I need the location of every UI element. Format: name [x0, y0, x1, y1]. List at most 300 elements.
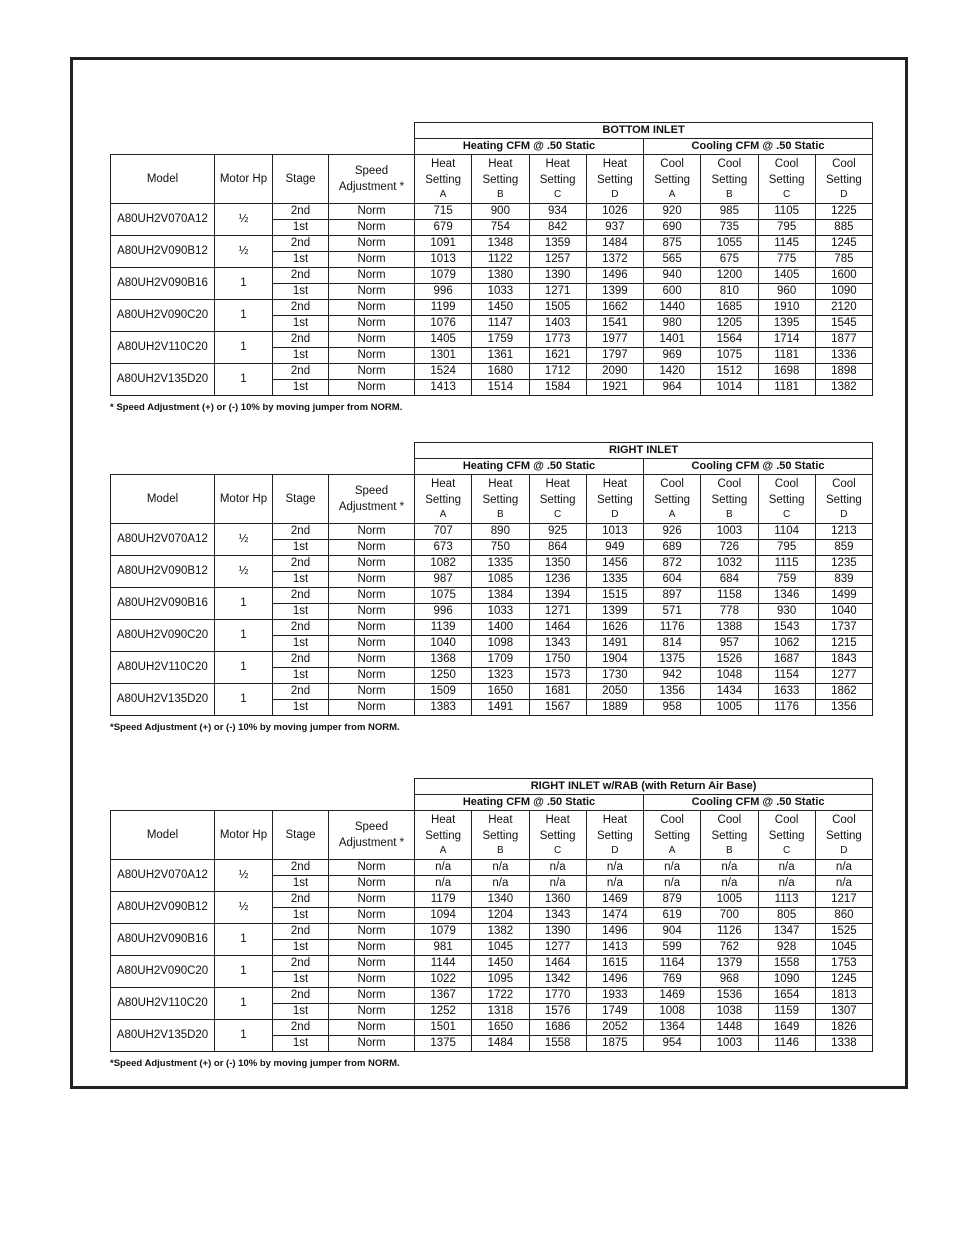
cfm-value-cell: 1400: [472, 620, 529, 636]
cfm-value-cell: 1032: [701, 556, 758, 572]
speed-cell: Norm: [329, 252, 415, 268]
cfm-value-cell: 981: [415, 940, 472, 956]
cfm-value-cell: 762: [701, 940, 758, 956]
cfm-value-cell: n/a: [701, 876, 758, 892]
cfm-value-cell: 1680: [472, 364, 529, 380]
setting-header-type: Cool: [832, 158, 856, 170]
stage-cell: 1st: [273, 540, 329, 556]
setting-header: [758, 811, 815, 860]
cfm-value-cell: 1933: [586, 988, 643, 1004]
setting-header-type: Heat: [488, 478, 513, 490]
setting-header-type: Cool: [717, 478, 742, 490]
cfm-value-cell: 1388: [701, 620, 758, 636]
cooling-group-label: Cooling CFM @ .50 Static: [644, 459, 873, 475]
cfm-value-cell: 1176: [644, 620, 701, 636]
speed-cell: Norm: [329, 348, 415, 364]
cfm-value-cell: 1013: [415, 252, 472, 268]
cfm-value-cell: 1079: [415, 924, 472, 940]
table-row: [111, 652, 873, 668]
cfm-value-cell: 565: [644, 252, 701, 268]
cfm-value-cell: 1382: [815, 380, 872, 396]
cfm-value-cell: 1687: [758, 652, 815, 668]
cfm-value-cell: 1338: [815, 1036, 872, 1052]
cfm-value-cell: 1301: [415, 348, 472, 364]
cfm-value-cell: 600: [644, 284, 701, 300]
cfm-value-cell: 1055: [701, 236, 758, 252]
table-row: [111, 956, 873, 972]
cfm-value-cell: 1501: [415, 1020, 472, 1036]
cfm-value-cell: 1737: [815, 620, 872, 636]
setting-header-word: Setting: [482, 494, 519, 506]
setting-header-letter: A: [668, 509, 676, 520]
speed-header-line1: Speed: [354, 485, 389, 497]
motor-hp-cell: 1: [215, 588, 273, 620]
table-row: [111, 204, 873, 220]
speed-header-line2: Adjustment *: [338, 181, 405, 193]
speed-cell: Norm: [329, 220, 415, 236]
speed-cell: Norm: [329, 620, 415, 636]
cfm-value-cell: 1200: [701, 268, 758, 284]
speed-adjustment-note: *Speed Adjustment (+) or (-) 10% by moving jumper from NORM.: [110, 1058, 400, 1069]
cfm-value-cell: 2120: [815, 300, 872, 316]
cfm-value-cell: 1204: [472, 908, 529, 924]
cfm-value-cell: 1003: [701, 1036, 758, 1052]
stage-cell: 2nd: [273, 652, 329, 668]
cfm-value-cell: 1082: [415, 556, 472, 572]
motor-hp-cell: 1: [215, 684, 273, 716]
cfm-value-cell: 1146: [758, 1036, 815, 1052]
setting-header-type: Cool: [774, 478, 799, 490]
setting-header-type: Cool: [660, 814, 684, 826]
cfm-value-cell: 1048: [701, 668, 758, 684]
cfm-value-cell: 968: [701, 972, 758, 988]
cfm-value-cell: 1380: [472, 268, 529, 284]
cfm-value-cell: 1759: [472, 332, 529, 348]
cfm-value-cell: 1977: [586, 332, 643, 348]
stage-cell: 2nd: [273, 268, 329, 284]
cfm-value-cell: 859: [815, 540, 872, 556]
cfm-value-cell: 1343: [529, 636, 586, 652]
cfm-value-cell: 1090: [758, 972, 815, 988]
cfm-value-cell: n/a: [415, 860, 472, 876]
cfm-value-cell: 957: [701, 636, 758, 652]
cfm-value-cell: 1179: [415, 892, 472, 908]
cfm-value-cell: 1681: [529, 684, 586, 700]
stage-cell: 1st: [273, 348, 329, 364]
cfm-value-cell: 1003: [701, 524, 758, 540]
setting-header-letter: C: [783, 845, 791, 856]
speed-cell: Norm: [329, 204, 415, 220]
cfm-value-cell: 754: [472, 220, 529, 236]
cfm-value-cell: 1245: [815, 236, 872, 252]
stage-cell: 2nd: [273, 364, 329, 380]
cfm-value-cell: 1014: [701, 380, 758, 396]
cfm-value-cell: 1199: [415, 300, 472, 316]
blank-cell: [111, 795, 415, 811]
cfm-value-cell: 1514: [472, 380, 529, 396]
setting-header-type: Cool: [832, 478, 856, 490]
speed-cell: Norm: [329, 940, 415, 956]
cfm-value-cell: 1826: [815, 1020, 872, 1036]
table-row: [111, 588, 873, 604]
cfm-value-cell: 1712: [529, 364, 586, 380]
stage-cell: 2nd: [273, 860, 329, 876]
cfm-value-cell: 673: [415, 540, 472, 556]
cfm-value-cell: 1730: [586, 668, 643, 684]
model-cell: A80UH2V135D20: [111, 364, 215, 396]
cfm-value-cell: n/a: [644, 860, 701, 876]
cfm-value-cell: 879: [644, 892, 701, 908]
stage-cell: 1st: [273, 668, 329, 684]
column-header-row: [111, 155, 873, 204]
cfm-value-cell: 1217: [815, 892, 872, 908]
speed-adjustment-note: *Speed Adjustment (+) or (-) 10% by moving jumper from NORM.: [110, 722, 400, 733]
cfm-value-cell: 864: [529, 540, 586, 556]
table-row: [111, 556, 873, 572]
cfm-value-cell: 949: [586, 540, 643, 556]
stage-cell: 1st: [273, 572, 329, 588]
group-label-row: [111, 139, 873, 155]
inlet-title: RIGHT INLET: [415, 443, 873, 459]
setting-header: [758, 475, 815, 524]
setting-header-type: Heat: [602, 814, 628, 826]
speed-cell: Norm: [329, 524, 415, 540]
cfm-value-cell: 1335: [586, 572, 643, 588]
cfm-value-cell: 1464: [529, 620, 586, 636]
cfm-value-cell: 1098: [472, 636, 529, 652]
cfm-value-cell: 1573: [529, 668, 586, 684]
cfm-value-cell: 1576: [529, 1004, 586, 1020]
speed-cell: Norm: [329, 604, 415, 620]
model-cell: A80UH2V090B12: [111, 556, 215, 588]
cfm-value-cell: 1079: [415, 268, 472, 284]
cfm-value-cell: 1526: [701, 652, 758, 668]
model-cell: A80UH2V110C20: [111, 652, 215, 684]
setting-header-word: Setting: [826, 494, 862, 506]
speed-cell: Norm: [329, 268, 415, 284]
cfm-value-cell: 1040: [815, 604, 872, 620]
cfm-value-cell: 1154: [758, 668, 815, 684]
stage-cell: 1st: [273, 636, 329, 652]
cfm-value-cell: 1271: [529, 604, 586, 620]
cfm-value-cell: n/a: [701, 860, 758, 876]
heating-group-label: Heating CFM @ .50 Static: [415, 459, 644, 475]
stage-cell: 2nd: [273, 956, 329, 972]
cfm-value-cell: 1361: [472, 348, 529, 364]
cfm-value-cell: 1250: [415, 668, 472, 684]
cfm-value-cell: n/a: [529, 876, 586, 892]
cfm-value-cell: 1600: [815, 268, 872, 284]
setting-header-word: Setting: [539, 174, 576, 186]
inlet-title-row: [111, 443, 873, 459]
setting-header: [815, 811, 872, 860]
cfm-value-cell: 1496: [586, 268, 643, 284]
blank-cell: [111, 139, 415, 155]
cfm-value-cell: 1524: [415, 364, 472, 380]
cfm-value-cell: 1277: [529, 940, 586, 956]
cfm-value-cell: 1770: [529, 988, 586, 1004]
cfm-value-cell: 1496: [586, 924, 643, 940]
cfm-value-cell: 1543: [758, 620, 815, 636]
cfm-value-cell: 1095: [472, 972, 529, 988]
setting-header-word: Setting: [596, 830, 633, 842]
group-label-row: [111, 459, 873, 475]
speed-cell: Norm: [329, 316, 415, 332]
cfm-value-cell: 700: [701, 908, 758, 924]
cfm-value-cell: 1364: [644, 1020, 701, 1036]
cfm-value-cell: 1075: [701, 348, 758, 364]
cfm-value-cell: 1122: [472, 252, 529, 268]
stage-cell: 1st: [273, 284, 329, 300]
model-header: Model: [111, 155, 215, 204]
cfm-value-cell: 814: [644, 636, 701, 652]
motor-hp-cell: ½: [215, 204, 273, 236]
cfm-value-cell: 1126: [701, 924, 758, 940]
cfm-value-cell: 1090: [815, 284, 872, 300]
cfm-value-cell: 1390: [529, 268, 586, 284]
setting-header: [815, 155, 872, 204]
cfm-value-cell: 1813: [815, 988, 872, 1004]
right-inlet-rab-section: [110, 778, 872, 1069]
setting-header: [529, 155, 586, 204]
cfm-value-cell: 885: [815, 220, 872, 236]
cfm-value-cell: 1898: [815, 364, 872, 380]
cfm-value-cell: 1399: [586, 604, 643, 620]
cfm-value-cell: 1368: [415, 652, 472, 668]
cfm-value-cell: 2090: [586, 364, 643, 380]
motor-hp-cell: ½: [215, 556, 273, 588]
cfm-value-cell: 1076: [415, 316, 472, 332]
cfm-value-cell: 1094: [415, 908, 472, 924]
setting-header: [644, 155, 701, 204]
model-cell: A80UH2V135D20: [111, 1020, 215, 1052]
table-row: [111, 268, 873, 284]
stage-cell: 2nd: [273, 204, 329, 220]
cfm-value-cell: 1356: [815, 700, 872, 716]
cfm-value-cell: 942: [644, 668, 701, 684]
cfm-value-cell: 839: [815, 572, 872, 588]
model-cell: A80UH2V110C20: [111, 332, 215, 364]
motor-hp-cell: 1: [215, 652, 273, 684]
speed-cell: Norm: [329, 892, 415, 908]
stage-cell: 2nd: [273, 620, 329, 636]
cfm-value-cell: 1541: [586, 316, 643, 332]
stage-cell: 2nd: [273, 988, 329, 1004]
motor-hp-cell: ½: [215, 892, 273, 924]
cfm-value-cell: 785: [815, 252, 872, 268]
setting-header-word: Setting: [768, 494, 805, 506]
cfm-value-cell: 1375: [415, 1036, 472, 1052]
cfm-value-cell: 1181: [758, 380, 815, 396]
cfm-value-cell: 1512: [701, 364, 758, 380]
cfm-value-cell: 1558: [529, 1036, 586, 1052]
cfm-value-cell: 1045: [815, 940, 872, 956]
setting-header-letter: A: [439, 509, 447, 520]
speed-adjustment-header: [329, 811, 415, 860]
model-cell: A80UH2V090B12: [111, 892, 215, 924]
cfm-value-cell: 1564: [701, 332, 758, 348]
column-header-row: [111, 811, 873, 860]
cfm-value-cell: 1022: [415, 972, 472, 988]
cfm-value-cell: 1662: [586, 300, 643, 316]
setting-header-letter: B: [726, 509, 733, 520]
model-cell: A80UH2V070A12: [111, 860, 215, 892]
cfm-value-cell: 1348: [472, 236, 529, 252]
stage-header: Stage: [273, 811, 329, 860]
speed-adjustment-header: [329, 155, 415, 204]
motor-hp-cell: 1: [215, 332, 273, 364]
cfm-value-cell: 1633: [758, 684, 815, 700]
table-row: [111, 332, 873, 348]
speed-cell: Norm: [329, 332, 415, 348]
cfm-value-cell: 1509: [415, 684, 472, 700]
setting-header: [758, 155, 815, 204]
setting-header: [472, 811, 529, 860]
cfm-value-cell: 1484: [586, 236, 643, 252]
cfm-value-cell: 1464: [529, 956, 586, 972]
cfm-value-cell: 795: [758, 220, 815, 236]
table-row: [111, 364, 873, 380]
setting-header-type: Heat: [488, 814, 513, 826]
cfm-value-cell: 1367: [415, 988, 472, 1004]
speed-cell: Norm: [329, 860, 415, 876]
cfm-value-cell: n/a: [529, 860, 586, 876]
stage-cell: 1st: [273, 380, 329, 396]
cfm-value-cell: 1008: [644, 1004, 701, 1020]
cfm-value-cell: 1904: [586, 652, 643, 668]
cfm-value-cell: 1558: [758, 956, 815, 972]
cfm-value-cell: 934: [529, 204, 586, 220]
stage-cell: 2nd: [273, 556, 329, 572]
cfm-value-cell: 920: [644, 204, 701, 220]
speed-cell: Norm: [329, 284, 415, 300]
cfm-value-cell: 1626: [586, 620, 643, 636]
setting-header-word: Setting: [539, 830, 576, 842]
stage-cell: 2nd: [273, 236, 329, 252]
model-cell: A80UH2V090B12: [111, 236, 215, 268]
cfm-value-cell: 1709: [472, 652, 529, 668]
cfm-value-cell: 925: [529, 524, 586, 540]
cfm-value-cell: 1359: [529, 236, 586, 252]
motor-hp-cell: 1: [215, 364, 273, 396]
cfm-value-cell: 604: [644, 572, 701, 588]
cfm-value-cell: 1335: [472, 556, 529, 572]
cooling-group-label: Cooling CFM @ .50 Static: [644, 795, 873, 811]
motor-hp-header: Motor Hp: [215, 811, 273, 860]
setting-header-type: Heat: [602, 158, 628, 170]
stage-cell: 2nd: [273, 588, 329, 604]
setting-header-word: Setting: [596, 174, 633, 186]
cfm-value-cell: 1005: [701, 700, 758, 716]
setting-header-letter: A: [439, 189, 447, 200]
speed-cell: Norm: [329, 588, 415, 604]
cfm-value-cell: 1176: [758, 700, 815, 716]
cfm-value-cell: 980: [644, 316, 701, 332]
speed-adjustment-note: * Speed Adjustment (+) or (-) 10% by moving jumper from NORM.: [110, 402, 403, 413]
cfm-value-cell: 1395: [758, 316, 815, 332]
setting-header-word: Setting: [711, 174, 748, 186]
cfm-value-cell: 1340: [472, 892, 529, 908]
speed-cell: Norm: [329, 636, 415, 652]
speed-cell: Norm: [329, 1020, 415, 1036]
cfm-value-cell: 1225: [815, 204, 872, 220]
setting-header-letter: B: [497, 189, 504, 200]
cfm-value-cell: 690: [644, 220, 701, 236]
cfm-value-cell: 795: [758, 540, 815, 556]
cfm-value-cell: 1469: [586, 892, 643, 908]
cfm-value-cell: 1440: [644, 300, 701, 316]
cfm-value-cell: 1158: [701, 588, 758, 604]
setting-header: [529, 475, 586, 524]
speed-cell: Norm: [329, 556, 415, 572]
cfm-value-cell: 1484: [472, 1036, 529, 1052]
cfm-value-cell: 1889: [586, 700, 643, 716]
cfm-value-cell: 1323: [472, 668, 529, 684]
model-cell: A80UH2V070A12: [111, 204, 215, 236]
motor-hp-header: Motor Hp: [215, 155, 273, 204]
cfm-value-cell: 2050: [586, 684, 643, 700]
cfm-value-cell: 1491: [586, 636, 643, 652]
cfm-value-cell: 964: [644, 380, 701, 396]
cfm-value-cell: 1145: [758, 236, 815, 252]
cfm-value-cell: 1749: [586, 1004, 643, 1020]
setting-header-word: Setting: [425, 494, 462, 506]
cfm-value-cell: 926: [644, 524, 701, 540]
cfm-value-cell: 1773: [529, 332, 586, 348]
cfm-value-cell: 930: [758, 604, 815, 620]
heating-group-label: Heating CFM @ .50 Static: [415, 139, 644, 155]
cfm-value-cell: 1420: [644, 364, 701, 380]
cfm-value-cell: 1375: [644, 652, 701, 668]
cfm-value-cell: 1615: [586, 956, 643, 972]
cfm-value-cell: 679: [415, 220, 472, 236]
cfm-value-cell: 1499: [815, 588, 872, 604]
cfm-value-cell: 1434: [701, 684, 758, 700]
setting-header: [644, 475, 701, 524]
cfm-value-cell: 985: [701, 204, 758, 220]
cfm-value-cell: 1045: [472, 940, 529, 956]
cfm-value-cell: 805: [758, 908, 815, 924]
cfm-value-cell: 1356: [644, 684, 701, 700]
stage-cell: 1st: [273, 972, 329, 988]
cfm-value-cell: 872: [644, 556, 701, 572]
cfm-value-cell: 937: [586, 220, 643, 236]
setting-header-letter: C: [783, 189, 791, 200]
cfm-value-cell: 1649: [758, 1020, 815, 1036]
cfm-value-cell: 1383: [415, 700, 472, 716]
speed-cell: Norm: [329, 700, 415, 716]
stage-cell: 2nd: [273, 1020, 329, 1036]
cfm-value-cell: 940: [644, 268, 701, 284]
setting-header: [815, 475, 872, 524]
cfm-value-cell: 860: [815, 908, 872, 924]
cfm-value-cell: 2052: [586, 1020, 643, 1036]
setting-header-word: Setting: [654, 830, 691, 842]
setting-header-word: Setting: [768, 174, 805, 186]
cfm-value-cell: 1536: [701, 988, 758, 1004]
setting-header-letter: A: [668, 845, 676, 856]
setting-header-letter: D: [840, 845, 848, 856]
setting-header: [472, 475, 529, 524]
cfm-value-cell: 1650: [472, 1020, 529, 1036]
stage-header: Stage: [273, 475, 329, 524]
cfm-value-cell: 707: [415, 524, 472, 540]
cfm-value-cell: 1139: [415, 620, 472, 636]
setting-header-letter: D: [611, 845, 619, 856]
cfm-value-cell: 1394: [529, 588, 586, 604]
speed-header-line1: Speed: [354, 165, 389, 177]
setting-header-type: Cool: [774, 814, 799, 826]
